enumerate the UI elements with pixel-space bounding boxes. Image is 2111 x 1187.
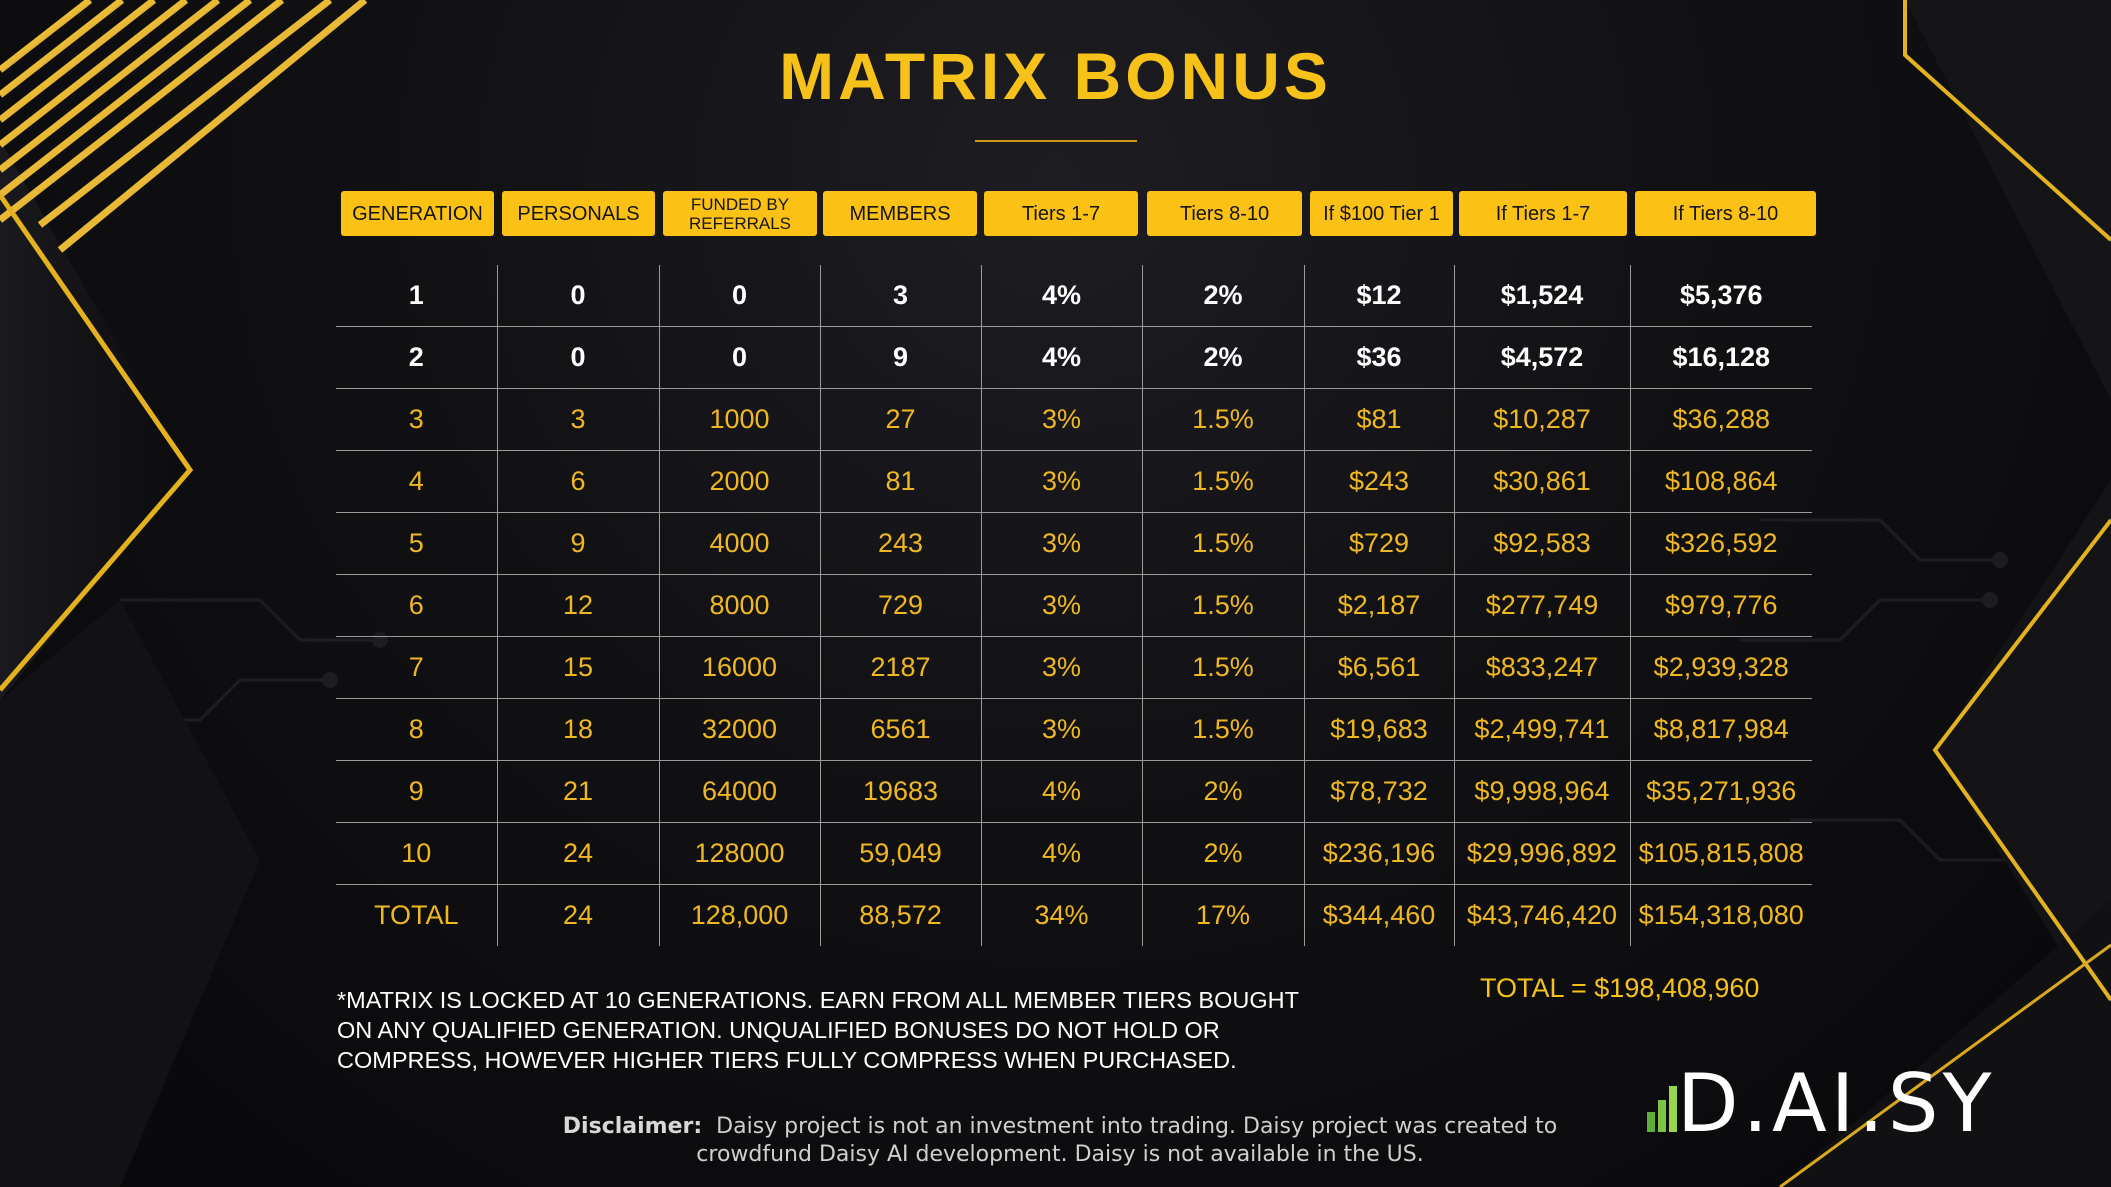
- table-row: [336, 513, 1812, 575]
- table-cell: 9: [336, 761, 497, 823]
- table-cell: $35,271,936: [1630, 761, 1812, 823]
- table-cell: $729: [1304, 513, 1454, 575]
- note-line: ON ANY QUALIFIED GENERATION. UNQUALIFIED BONUSES DO NOT HOLD OR: [337, 1017, 1220, 1043]
- table-cell: 32000: [659, 699, 820, 761]
- table-cell: 1.5%: [1142, 451, 1304, 513]
- table-cell: $8,817,984: [1630, 699, 1812, 761]
- header-if-100-tier-1: If $100 Tier 1: [1310, 191, 1453, 236]
- table-cell: 3%: [981, 513, 1142, 575]
- table-cell: 15: [497, 637, 659, 699]
- table-cell: 4%: [981, 823, 1142, 885]
- header-generation: GENERATION: [341, 191, 494, 236]
- disclaimer-label: Disclaimer:: [562, 1114, 703, 1139]
- table-cell: 4000: [659, 513, 820, 575]
- table-cell: 18: [497, 699, 659, 761]
- table-cell: 19683: [820, 761, 981, 823]
- table-cell: $12: [1304, 265, 1454, 327]
- header-if-tiers-8-10: If Tiers 8-10: [1635, 191, 1816, 236]
- disclaimer: [560, 1113, 1560, 1169]
- table-cell: 3%: [981, 699, 1142, 761]
- table-cell: 0: [497, 327, 659, 389]
- table-cell: $833,247: [1454, 637, 1630, 699]
- table-cell: $9,998,964: [1454, 761, 1630, 823]
- disclaimer-line: Daisy project is not an investment into trading. Daisy project was created to: [716, 1114, 1558, 1139]
- header-tiers-8-10: Tiers 8-10: [1147, 191, 1302, 236]
- table-cell: 59,049: [820, 823, 981, 885]
- table-cell: 2%: [1142, 265, 1304, 327]
- table-row: [336, 823, 1812, 885]
- table-cell: 3%: [981, 451, 1142, 513]
- table-cell: $344,460: [1304, 885, 1454, 947]
- disclaimer-line: crowdfund Daisy AI development. Daisy is not available in the US.: [696, 1142, 1424, 1167]
- table-cell: $16,128: [1630, 327, 1812, 389]
- table-cell: 4%: [981, 265, 1142, 327]
- table-cell: $154,318,080: [1630, 885, 1812, 947]
- matrix-note: [337, 985, 1437, 1075]
- table-cell: 5: [336, 513, 497, 575]
- table-cell: 2: [336, 327, 497, 389]
- header-personals: PERSONALS: [502, 191, 655, 236]
- table-row: [336, 761, 1812, 823]
- table-cell: 4%: [981, 327, 1142, 389]
- table-row: [336, 575, 1812, 637]
- table-cell: 8: [336, 699, 497, 761]
- table-cell: 128000: [659, 823, 820, 885]
- table-cell: 0: [659, 265, 820, 327]
- note-line: *MATRIX IS LOCKED AT 10 GENERATIONS. EARN FROM ALL MEMBER TIERS BOUGHT: [337, 987, 1299, 1013]
- table-cell: 729: [820, 575, 981, 637]
- table-cell: 16000: [659, 637, 820, 699]
- page-title: MATRIX BONUS: [779, 39, 1332, 113]
- table-row: [336, 389, 1812, 451]
- table-cell: 128,000: [659, 885, 820, 947]
- daisy-logo: [1645, 1057, 1996, 1150]
- table-cell: $19,683: [1304, 699, 1454, 761]
- table-cell: 6561: [820, 699, 981, 761]
- table-cell: 1.5%: [1142, 389, 1304, 451]
- table-cell: 3: [820, 265, 981, 327]
- table-cell: 7: [336, 637, 497, 699]
- table-cell: 6: [497, 451, 659, 513]
- table-cell: $277,749: [1454, 575, 1630, 637]
- table-cell: $29,996,892: [1454, 823, 1630, 885]
- table-cell: $36,288: [1630, 389, 1812, 451]
- table-cell: 2%: [1142, 327, 1304, 389]
- table-cell: 2187: [820, 637, 981, 699]
- table-cell: 21: [497, 761, 659, 823]
- table-cell: 10: [336, 823, 497, 885]
- table-cell: $81: [1304, 389, 1454, 451]
- header-members: MEMBERS: [823, 191, 977, 236]
- table-cell: $105,815,808: [1630, 823, 1812, 885]
- table-cell: $92,583: [1454, 513, 1630, 575]
- table-cell: $4,572: [1454, 327, 1630, 389]
- table-cell: 6: [336, 575, 497, 637]
- table-cell: 27: [820, 389, 981, 451]
- table-cell: $2,499,741: [1454, 699, 1630, 761]
- table-cell: 1: [336, 265, 497, 327]
- note-line: COMPRESS, HOWEVER HIGHER TIERS FULLY COMPRESS WHEN PURCHASED.: [337, 1047, 1237, 1073]
- table-cell: 2000: [659, 451, 820, 513]
- table-cell: 2%: [1142, 761, 1304, 823]
- table-cell: 24: [497, 823, 659, 885]
- table-cell: $2,187: [1304, 575, 1454, 637]
- table-cell: 1000: [659, 389, 820, 451]
- table-cell: 0: [659, 327, 820, 389]
- table-cell: $30,861: [1454, 451, 1630, 513]
- table-cell: 1.5%: [1142, 699, 1304, 761]
- header-funded-label: FUNDED BY REFERRALS: [688, 194, 792, 233]
- table-cell: 3%: [981, 389, 1142, 451]
- table-cell: $10,287: [1454, 389, 1630, 451]
- table-cell: 1.5%: [1142, 513, 1304, 575]
- table-cell: 12: [497, 575, 659, 637]
- table-row: [336, 885, 1812, 947]
- logo-text: D.AI.SY: [1677, 1057, 1996, 1150]
- table-cell: $326,592: [1630, 513, 1812, 575]
- table-cell: 3%: [981, 637, 1142, 699]
- table-cell: 3: [336, 389, 497, 451]
- table-row: [336, 327, 1812, 389]
- table-cell: $43,746,420: [1454, 885, 1630, 947]
- matrix-table: [336, 265, 1812, 946]
- table-cell: 0: [497, 265, 659, 327]
- table-row: [336, 265, 1812, 327]
- title-underline: [975, 140, 1137, 142]
- table-cell: $1,524: [1454, 265, 1630, 327]
- table-cell: 34%: [981, 885, 1142, 947]
- table-cell: 8000: [659, 575, 820, 637]
- header-if-tiers-1-7: If Tiers 1-7: [1459, 191, 1627, 236]
- table-cell: 1.5%: [1142, 575, 1304, 637]
- table-cell: 17%: [1142, 885, 1304, 947]
- table-cell: 24: [497, 885, 659, 947]
- table-cell: 64000: [659, 761, 820, 823]
- table-cell: 4%: [981, 761, 1142, 823]
- grand-total: TOTAL = $198,408,960: [1480, 973, 1760, 1003]
- table-cell: $979,776: [1630, 575, 1812, 637]
- table-row: [336, 637, 1812, 699]
- table-cell: 2%: [1142, 823, 1304, 885]
- table-cell: $5,376: [1630, 265, 1812, 327]
- table-cell: 9: [497, 513, 659, 575]
- table-row: [336, 451, 1812, 513]
- table-cell: 88,572: [820, 885, 981, 947]
- table-cell: 3%: [981, 575, 1142, 637]
- table-cell: 1.5%: [1142, 637, 1304, 699]
- table-row: [336, 699, 1812, 761]
- table-cell: $78,732: [1304, 761, 1454, 823]
- header-tiers-1-7: Tiers 1-7: [984, 191, 1138, 236]
- header-funded-by-referrals: [663, 191, 817, 236]
- table-cell: 4: [336, 451, 497, 513]
- table-cell: TOTAL: [373, 900, 459, 930]
- table-cell: $2,939,328: [1630, 637, 1812, 699]
- table-cell: $36: [1304, 327, 1454, 389]
- table-cell: $108,864: [1630, 451, 1812, 513]
- table-cell: 9: [820, 327, 981, 389]
- table-cell: $6,561: [1304, 637, 1454, 699]
- table-cell: 3: [497, 389, 659, 451]
- table-cell: $236,196: [1304, 823, 1454, 885]
- table-cell: 81: [820, 451, 981, 513]
- table-cell: $243: [1304, 451, 1454, 513]
- table-cell: 243: [820, 513, 981, 575]
